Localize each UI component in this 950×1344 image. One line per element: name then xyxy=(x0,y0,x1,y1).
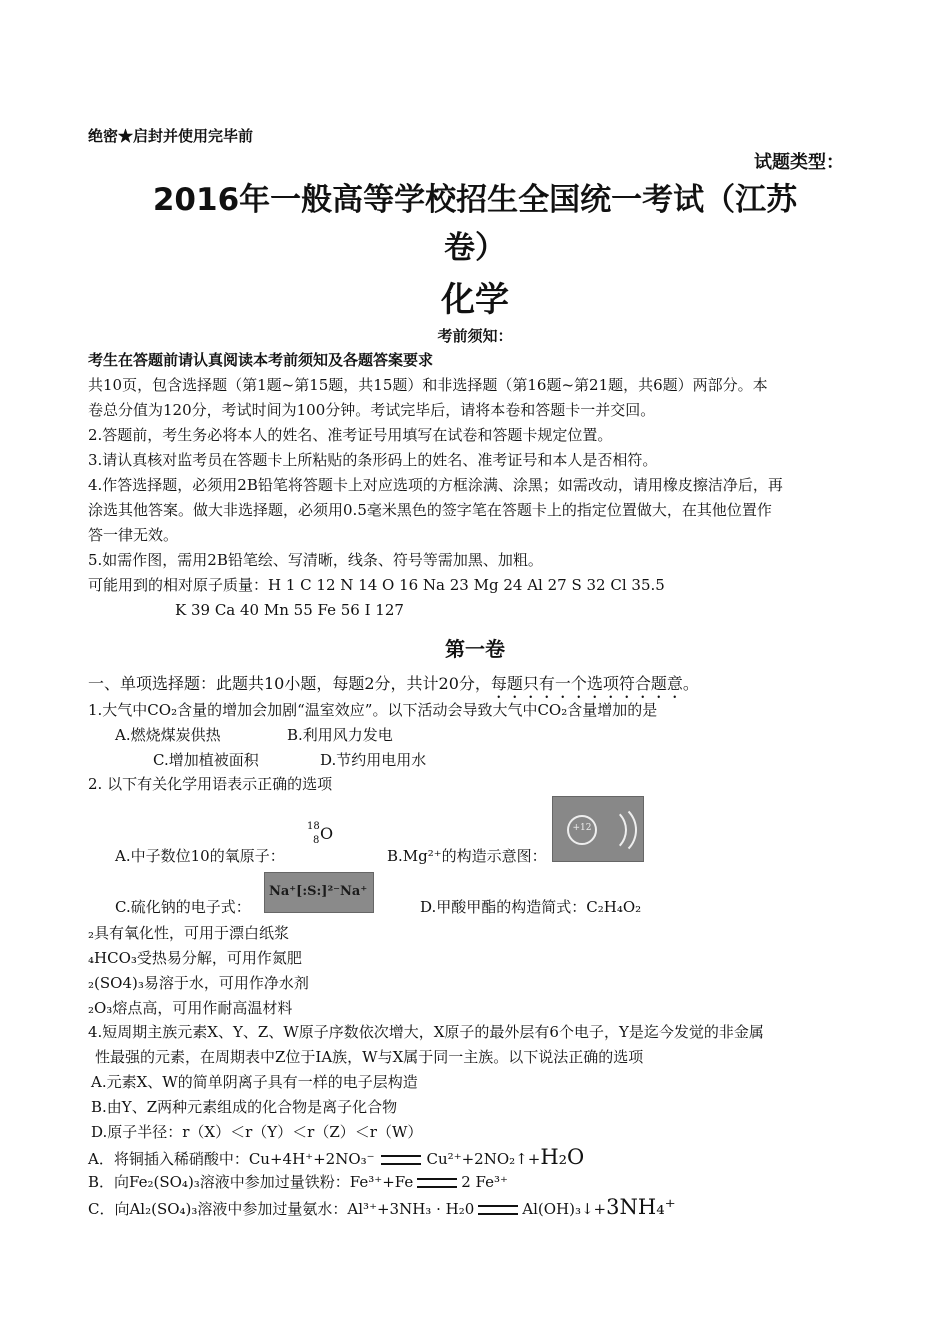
q5-option-c xyxy=(88,1197,676,1219)
q2-option-d: D.甲酸甲酯的构造简式：C₂H₄O₂ xyxy=(420,898,642,916)
q4-option-a: A.元素X、W的简单阴离子具有一样的电子层构造 xyxy=(91,1073,418,1091)
equation-products: Cu²⁺+2NO₂↑+ xyxy=(426,1150,541,1168)
notice-line: 涂选其他答案。做大非选择题，必须用0.5毫米黑色的签字笔在答题卡上的指定位置做大，在其他位置作 xyxy=(88,501,772,519)
q1-option-a: A.燃烧煤炭供热 xyxy=(115,726,221,744)
exam-title-line1: 2016年一般高等学校招生全国统一考试（江苏 xyxy=(152,182,798,218)
electron-shell-2 xyxy=(585,803,637,857)
equation-products: Al(OH)₃↓+ xyxy=(522,1200,607,1218)
equals-sign xyxy=(417,1178,457,1188)
notice-line: 答一律无效。 xyxy=(88,526,179,544)
notice-line: 2.答题前，考生务必将本人的姓名、准考证号用填写在试卷和答题卡规定位置。 xyxy=(88,426,613,444)
question-type-label: 试题类型： xyxy=(754,152,844,173)
q2-option-b: B.Mg²⁺的构造示意图： xyxy=(387,847,547,865)
atomic-mass-line: 可能用到的相对原子质量：H 1 C 12 N 14 O 16 Na 23 Mg 24 Al 27 S 32 Cl 35.5 xyxy=(88,576,665,594)
q3-option-d: ₂O₃熔点高，可用作耐高温材料 xyxy=(88,999,293,1017)
equation-reactants: C．向Al₂(SO₄)₃溶液中参加过量氨水：Al³⁺+3NH₃ · H₂0 xyxy=(88,1200,475,1218)
nucleus-charge: +12 xyxy=(572,823,592,833)
instruction-emphasis: 每题只有一个选项符合题意。 xyxy=(490,674,699,693)
q5-option-a xyxy=(88,1147,584,1169)
isotope-atomic-number: 8 xyxy=(313,835,320,846)
q1-option-c: C.增加植被面积 xyxy=(153,751,259,769)
equation-products: 2 Fe³⁺ xyxy=(461,1173,508,1191)
q4-option-b: B.由Y、Z两种元素组成的化合物是离子化合物 xyxy=(91,1098,398,1116)
equation-ammonium: 3NH₄⁺ xyxy=(606,1195,676,1219)
q2-option-a: A.中子数位10的氧原子： xyxy=(115,847,285,865)
sodium-sulfide-electron-formula-image xyxy=(264,872,374,913)
notice-intro: 考生在答题前请认真阅读本考前须知及各题答案要求 xyxy=(88,351,434,369)
q2-option-c: C.硫化钠的电子式： xyxy=(115,898,251,916)
equation-water: H₂O xyxy=(540,1145,585,1169)
electron-formula-text: Na⁺[:S:]²⁻Na⁺ xyxy=(269,884,368,899)
exam-title-line2: 卷） xyxy=(444,230,506,266)
isotope-mass-number: 18 xyxy=(307,821,320,832)
q1-option-d: D.节约用电用水 xyxy=(320,751,427,769)
q3-option-a: ₂具有氧化性，可用于漂白纸浆 xyxy=(88,924,290,942)
q4-option-d: D.原子半径：r（X）＜r（Y）＜r（Z）＜r（W） xyxy=(91,1123,423,1141)
notice-heading: 考前须知： xyxy=(437,327,513,345)
notice-line: 卷总分值为120分，考试时间为100分钟。考试完毕后，请将本卷和答题卡一并交回。 xyxy=(88,401,656,419)
q3-option-b: ₄HCO₃受热易分解，可用作氮肥 xyxy=(88,949,302,967)
equation-reactants: A．将铜插入稀硝酸中：Cu+4H⁺+2NO₃⁻ xyxy=(88,1150,375,1168)
mg-ion-structure-diagram xyxy=(552,796,644,862)
confidential-label: 绝密★启封并使用完毕前 xyxy=(88,127,254,145)
equals-sign xyxy=(381,1155,421,1165)
q4-stem: 4.短周期主族元素X、Y、Z、W原子序数依次增大，X原子的最外层有6个电子，Y是迄今发觉的非金属 xyxy=(88,1023,764,1041)
instruction-text: 一、单项选择题：此题共10小题，每题2分，共计20分， xyxy=(88,674,491,693)
section-instructions xyxy=(88,673,699,702)
equals-sign xyxy=(478,1205,518,1215)
q5-option-b xyxy=(88,1172,508,1192)
q4-stem-cont: 性最强的元素，在周期表中Z位于IA族，W与X属于同一主族。以下说法正确的选项 xyxy=(95,1048,644,1066)
q2-stem: 2. 以下有关化学用语表示正确的选项 xyxy=(88,775,333,793)
q3-option-c: ₂(SO4)₃易溶于水，可用作净水剂 xyxy=(88,974,309,992)
q1-option-b: B.利用风力发电 xyxy=(287,726,393,744)
subject-title: 化学 xyxy=(441,280,509,320)
section-title: 第一卷 xyxy=(445,637,505,661)
notice-line: 共10页，包含选择题（第1题~第15题，共15题）和非选择题（第16题~第21题，共6题）两部分。本 xyxy=(88,376,768,394)
q1-stem: 1.大气中CO₂含量的增加会加剧“温室效应”。以下活动会导致大气中CO₂含量增加的是 xyxy=(88,701,658,719)
notice-line: 5.如需作图，需用2B铅笔绘、写清晰，线条、符号等需加黑、加粗。 xyxy=(88,551,543,569)
equation-reactants: B．向Fe₂(SO₄)₃溶液中参加过量铁粉：Fe³⁺+Fe xyxy=(88,1173,414,1191)
notice-line: 4.作答选择题，必须用2B铅笔将答题卡上对应选项的方框涂满、涂黑；如需改动，请用橡皮擦洁净后，再 xyxy=(88,476,783,494)
notice-line: 3.请认真核对监考员在答题卡上所粘贴的条形码上的姓名、准考证号和本人是否相符。 xyxy=(88,451,658,469)
atomic-mass-line: K 39 Ca 40 Mn 55 Fe 56 I 127 xyxy=(175,601,404,619)
isotope-symbol: O xyxy=(320,824,334,843)
